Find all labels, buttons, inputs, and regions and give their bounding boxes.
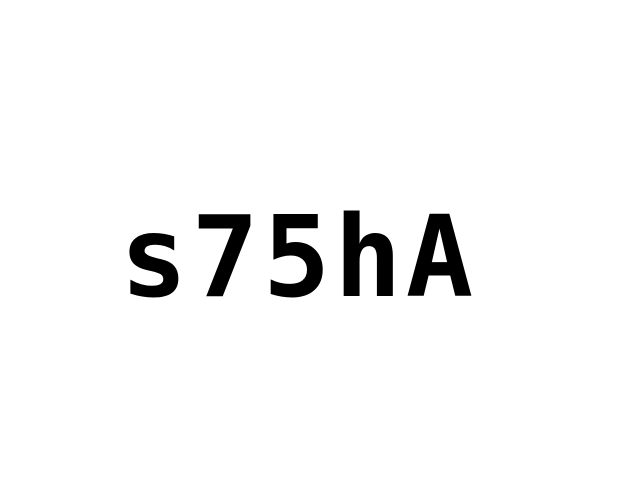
- display-text: s75hA: [120, 193, 478, 323]
